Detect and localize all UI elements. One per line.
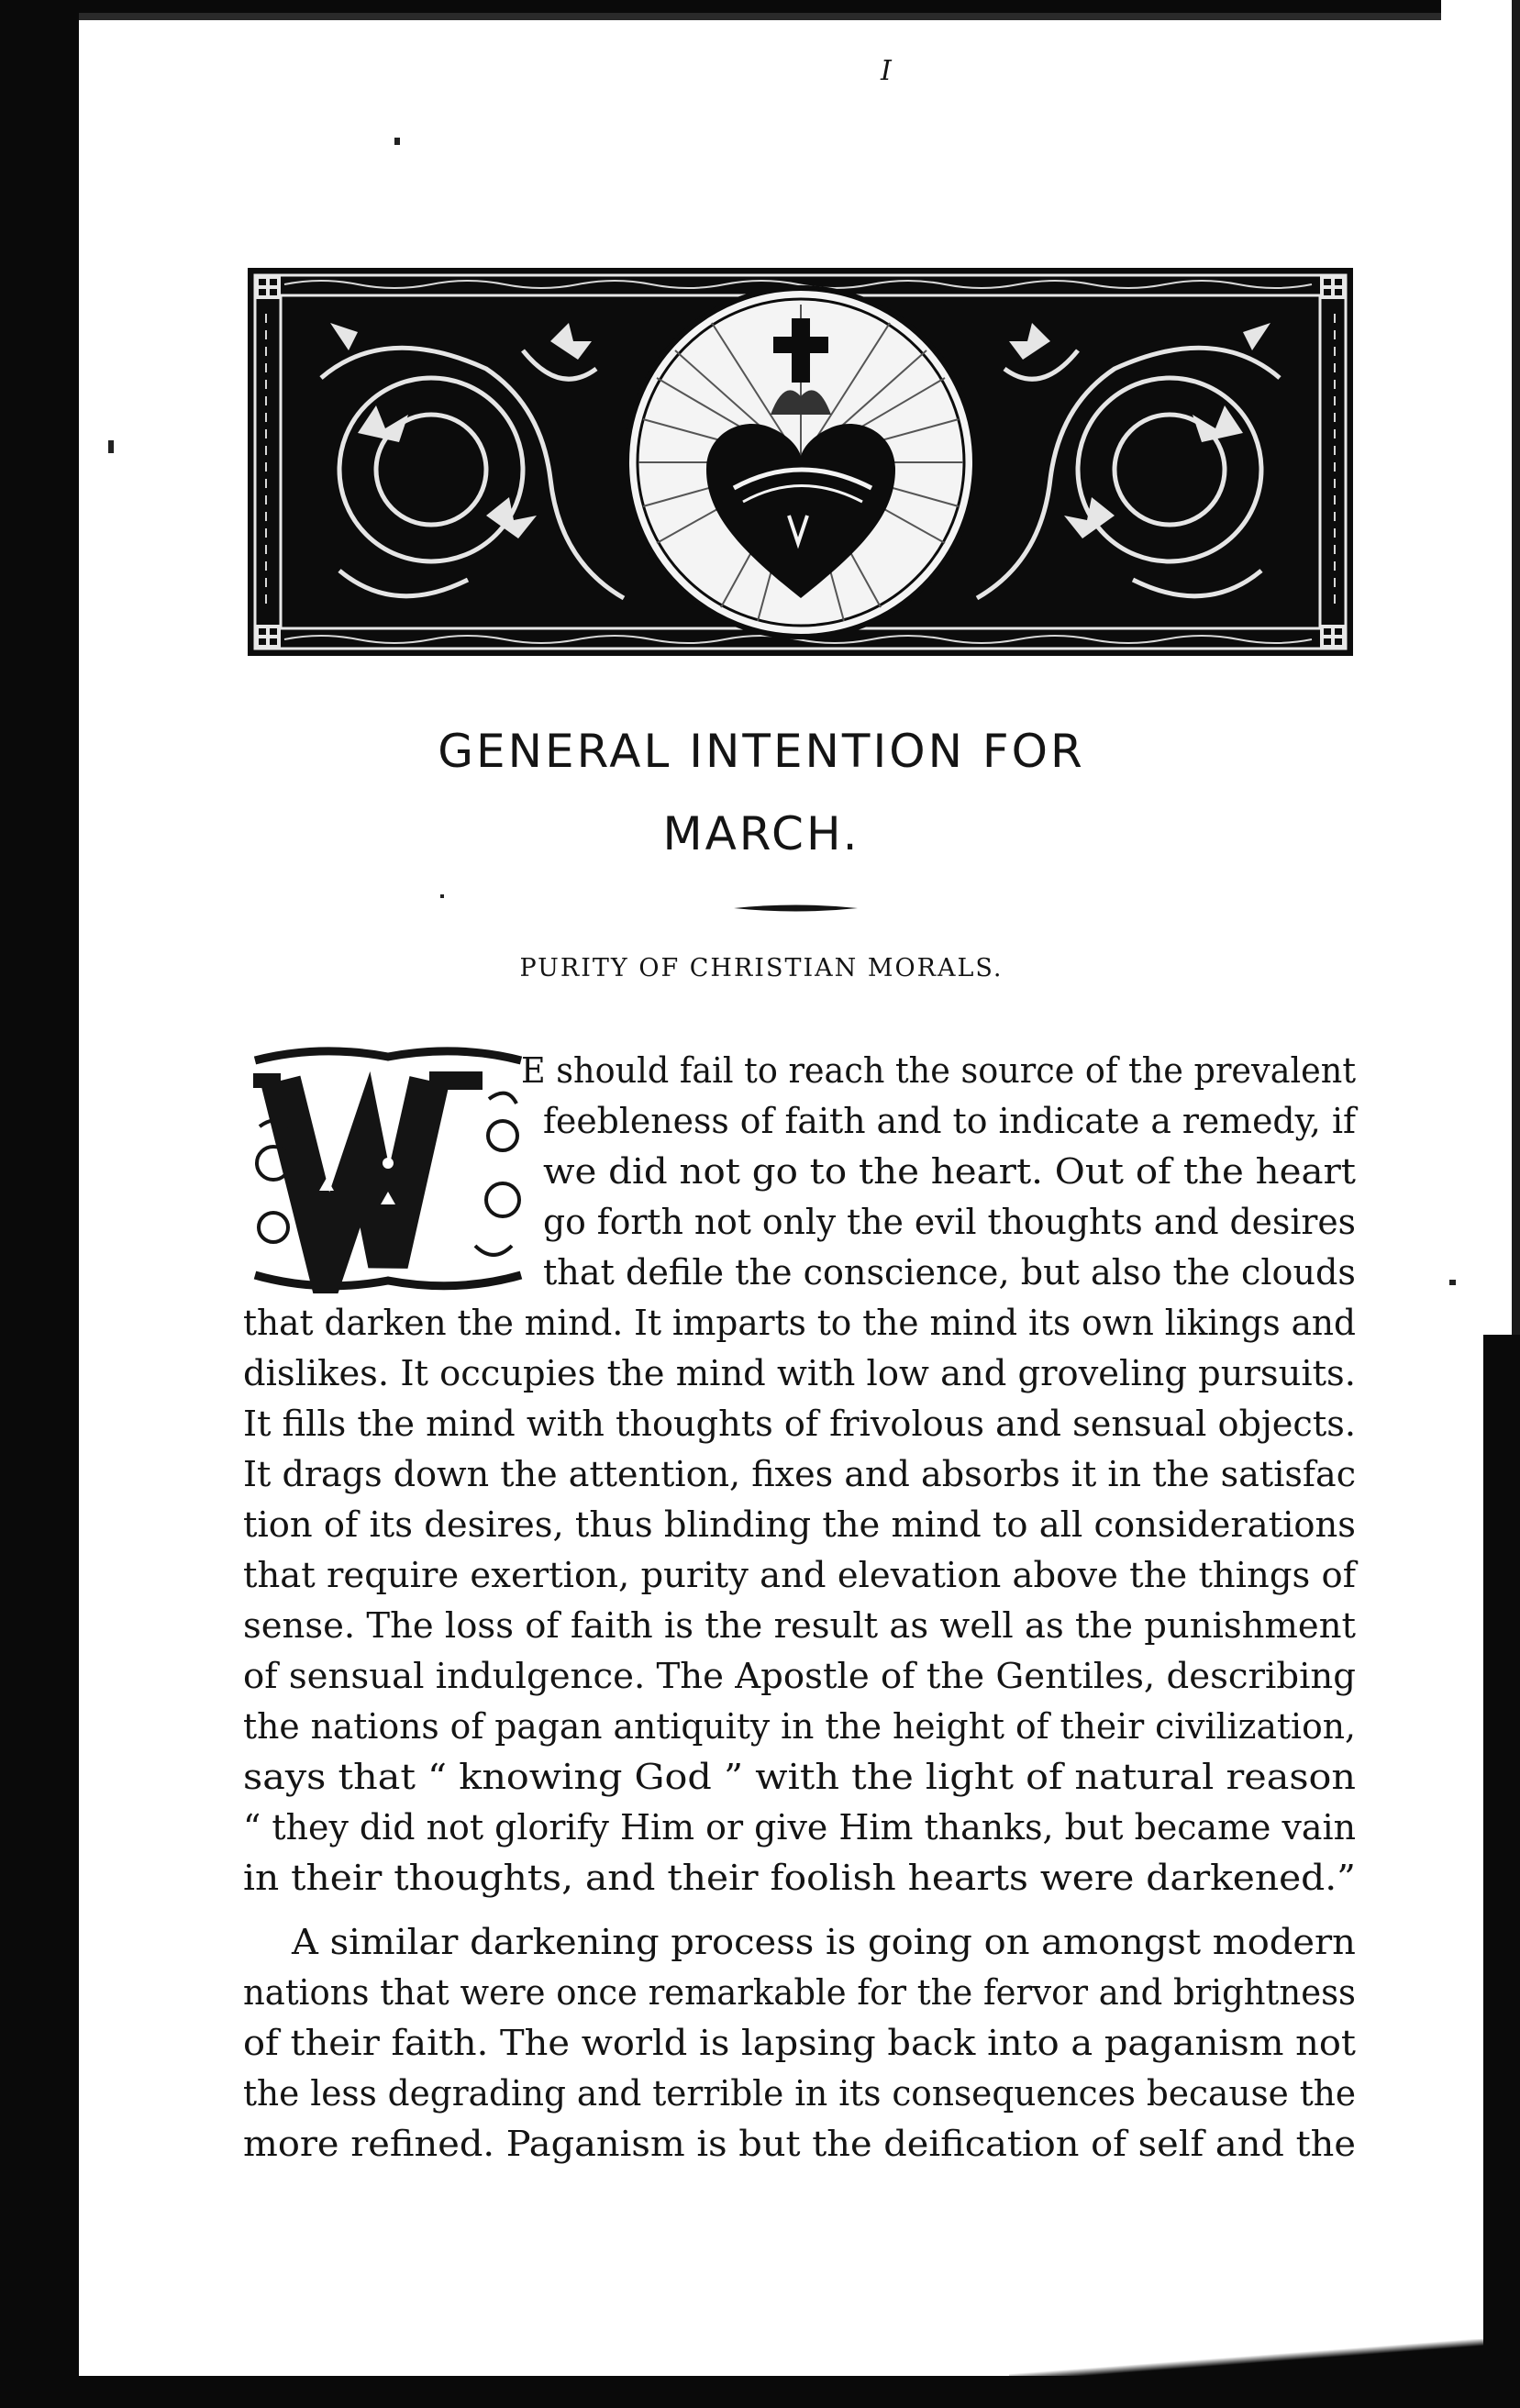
body-line: we did not go to the heart. Out of the heart: [543, 1151, 1357, 1192]
scan-border-left: [0, 0, 79, 2408]
drop-cap-w-icon: [246, 1044, 530, 1293]
body-line: tion of its desires, thus blinding the mind to all considerations: [243, 1504, 1357, 1545]
scan-border-bottom: [79, 2376, 1520, 2408]
folio-mark: I: [881, 55, 892, 87]
scan-speck: [394, 138, 400, 145]
body-line: It fills the mind with thoughts of frivolous and sensual objects.: [243, 1404, 1357, 1444]
body-line: sense. The loss of faith is the result as well as the punishment: [243, 1605, 1357, 1646]
body-line: dislikes. It occupies the mind with low and groveling pursuits.: [243, 1353, 1356, 1393]
body-line: A similar darkening process is going on amongst modern: [292, 1922, 1356, 1962]
body-line: that require exertion, purity and elevation above the things of: [243, 1555, 1356, 1595]
body-line: the nations of pagan antiquity in the height of their civilization,: [243, 1706, 1356, 1747]
scan-speck: [1449, 1280, 1456, 1285]
body-line: “ they did not glorify Him or give Him thanks, but became vain: [243, 1807, 1357, 1848]
body-line: says that “ knowing God ” with the light of natural reason: [243, 1757, 1357, 1797]
body-line: the less degrading and terrible in its consequences because the: [243, 2073, 1357, 2114]
body-line: nations that were once remarkable for the fervor and brightness: [243, 1972, 1357, 2013]
body-line: of sensual indulgence. The Apostle of the Gentiles, describing: [243, 1656, 1357, 1696]
title-rule: [734, 904, 858, 913]
body-line: E should fail to reach the source of the prevalent: [521, 1050, 1357, 1091]
scan-border-top-inner: [79, 13, 1441, 20]
body-line: that darken the mind. It imparts to the mind its own likings and: [243, 1303, 1356, 1343]
scan-speck: [440, 894, 444, 898]
sacred-heart-ornament-icon: [248, 268, 1353, 656]
body-line: in their thoughts, and their foolish hearts were darkened.”: [243, 1858, 1356, 1898]
scan-border-right-top: [1512, 0, 1520, 1339]
body-line: that defile the conscience, but also the clouds: [543, 1252, 1356, 1293]
body-line: feebleness of faith and to indicate a remedy, if: [543, 1101, 1357, 1141]
scan-speck: [108, 440, 114, 453]
body-line: of their faith. The world is lapsing back into a paganism not: [243, 2023, 1356, 2063]
scan-border-right: [1483, 1335, 1520, 2380]
section-subtitle: PURITY OF CHRISTIAN MORALS.: [519, 954, 1004, 982]
scan-border-top: [79, 0, 1441, 13]
scan-shadow-bottom: [1009, 2339, 1520, 2378]
page-title-line-1: GENERAL INTENTION FOR: [438, 725, 1085, 778]
body-line: go forth not only the evil thoughts and desires: [543, 1202, 1357, 1242]
body-line: It drags down the attention, fixes and absorbs it in the satisfac: [243, 1454, 1357, 1494]
page-title-line-2: MARCH.: [662, 807, 860, 860]
body-line: more refined. Paganism is but the deification of self and the: [243, 2124, 1356, 2164]
